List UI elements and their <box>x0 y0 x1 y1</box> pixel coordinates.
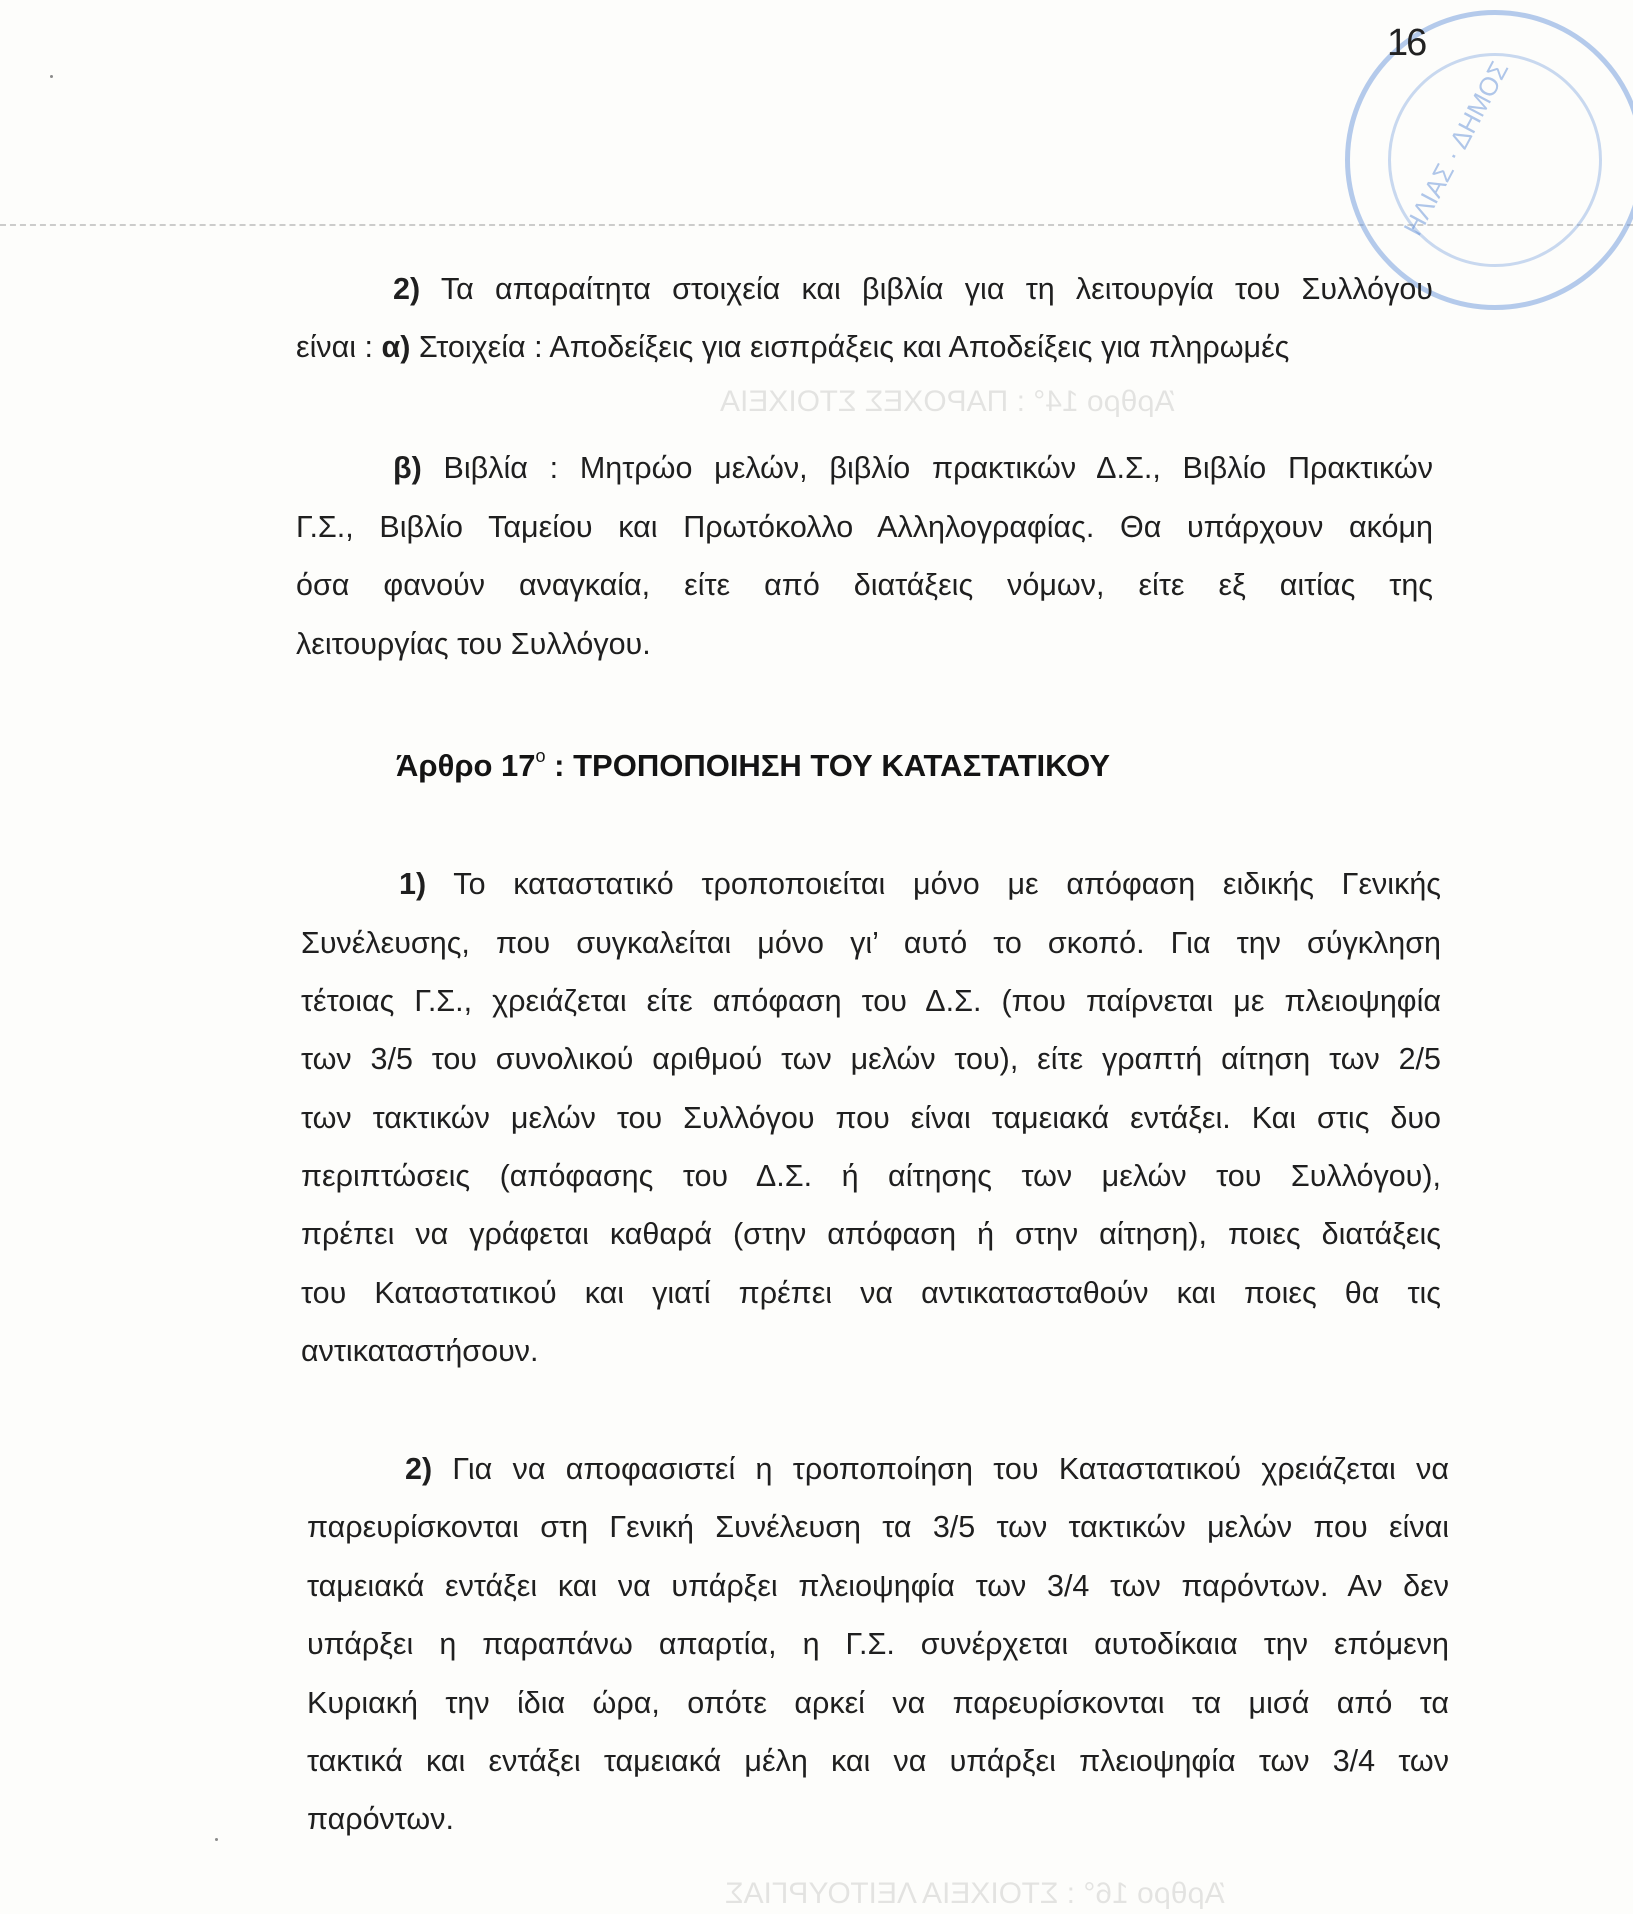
body-line: πρέπει να γράφεται καθαρά (στην απόφαση ή στην αίτηση), ποιες διατάξεις <box>301 1217 1441 1251</box>
item-number: 1) <box>399 867 427 901</box>
bleed-through-text-bottom: Άρθρο 16° : ΣΤΟΙΧΕΙΑ ΛΕΙΤΟΥΡΓΙΑΣ <box>725 1877 1225 1910</box>
body-line: παρόντων. <box>307 1802 454 1836</box>
body-line: παρευρίσκονται στη Γενική Συνέλευση τα 3/5 των τακτικών μελών που είναι <box>307 1510 1449 1544</box>
body-line <box>405 1454 1449 1485</box>
body-line <box>296 332 1289 363</box>
body-text: είναι : <box>296 330 373 364</box>
body-line: λειτουργίας του Συλλόγου. <box>296 627 651 661</box>
body-line: ταμειακά εντάξει και να υπάρξει πλειοψηφία των 3/4 των παρόντων. Αν δεν <box>307 1569 1449 1603</box>
body-line: περιπτώσεις (απόφασης του Δ.Σ. ή αίτησης των μελών του Συλλόγου), <box>301 1159 1441 1193</box>
body-line: Γ.Σ., Βιβλίο Ταμείου και Πρωτόκολλο Αλληλογραφίας. Θα υπάρχουν ακόμη <box>296 510 1433 544</box>
body-line: του Καταστατικού και γιατί πρέπει να αντικατασταθούν και ποιες θα τις <box>301 1276 1441 1310</box>
body-line <box>399 869 1441 900</box>
item-number: 2) <box>405 1452 433 1486</box>
bleed-through-text-top: Άρθρο 14° : ΠΑΡΟΧΕΣ ΣΤΟΙΧΕΙΑ <box>720 385 1175 418</box>
item-number: α) <box>381 330 411 364</box>
body-line: αντικαταστήσουν. <box>301 1334 539 1368</box>
item-number: 2) <box>393 272 421 306</box>
scan-speck <box>50 75 53 78</box>
body-line: των τακτικών μελών του Συλλόγου που είναι ταμειακά εντάξει. Και στις δυο <box>301 1101 1441 1135</box>
body-line: Κυριακή την ίδια ώρα, οπότε αρκεί να παρευρίσκονται τα μισά από τα <box>307 1686 1449 1720</box>
body-text: Βιβλία : Μητρώο μελών, βιβλίο πρακτικών Δ.Σ., Βιβλίο Πρακτικών <box>443 451 1433 485</box>
body-line: υπάρξει η παραπάνω απαρτία, η Γ.Σ. συνέρχεται αυτοδίκαια την επόμενη <box>307 1627 1449 1661</box>
page-number: 16 <box>1387 22 1426 64</box>
body-text: Τα απαραίτητα στοιχεία και βιβλία για τη λειτουργία του Συλλόγου <box>440 272 1433 306</box>
item-number: β) <box>393 451 422 485</box>
article-heading-title: : ΤΡΟΠΟΠΟΙΗΣΗ ΤΟΥ ΚΑΤΑΣΤΑΤΙΚΟΥ <box>545 748 1111 783</box>
scan-speck <box>215 1838 218 1841</box>
official-stamp-text: ΗΛΙΑΣ · ΔΗΜΟΣ <box>1397 56 1515 241</box>
body-text: Στοιχεία : Αποδείξεις για εισπράξεις και Αποδείξεις για πληρωμές <box>418 330 1290 364</box>
body-line: τακτικά και εντάξει ταμειακά μέλη και να υπάρξει πλειοψηφία των 3/4 των <box>307 1744 1449 1778</box>
body-line: των 3/5 του συνολικού αριθμού των μελών του), είτε γραπτή αίτηση των 2/5 <box>301 1042 1441 1076</box>
body-line: όσα φανούν αναγκαία, είτε από διατάξεις νόμων, είτε εξ αιτίας της <box>296 568 1433 602</box>
body-line: τέτοιας Γ.Σ., χρειάζεται είτε απόφαση του Δ.Σ. (που παίρνεται με πλειοψηφία <box>301 984 1441 1018</box>
body-text: Το καταστατικό τροποποιείται μόνο με απόφαση ειδικής Γενικής <box>453 867 1441 901</box>
body-text: Για να αποφασιστεί η τροποποίηση του Καταστατικού χρειάζεται να <box>452 1452 1449 1486</box>
article-heading <box>396 746 1110 784</box>
article-heading-superscript: ο <box>535 746 546 766</box>
body-line <box>393 274 1433 305</box>
body-line <box>393 453 1433 484</box>
body-line: Συνέλευσης, που συγκαλείται μόνο γι’ αυτό το σκοπό. Για την σύγκληση <box>301 926 1441 960</box>
article-heading-number: Άρθρο 17 <box>396 748 536 783</box>
